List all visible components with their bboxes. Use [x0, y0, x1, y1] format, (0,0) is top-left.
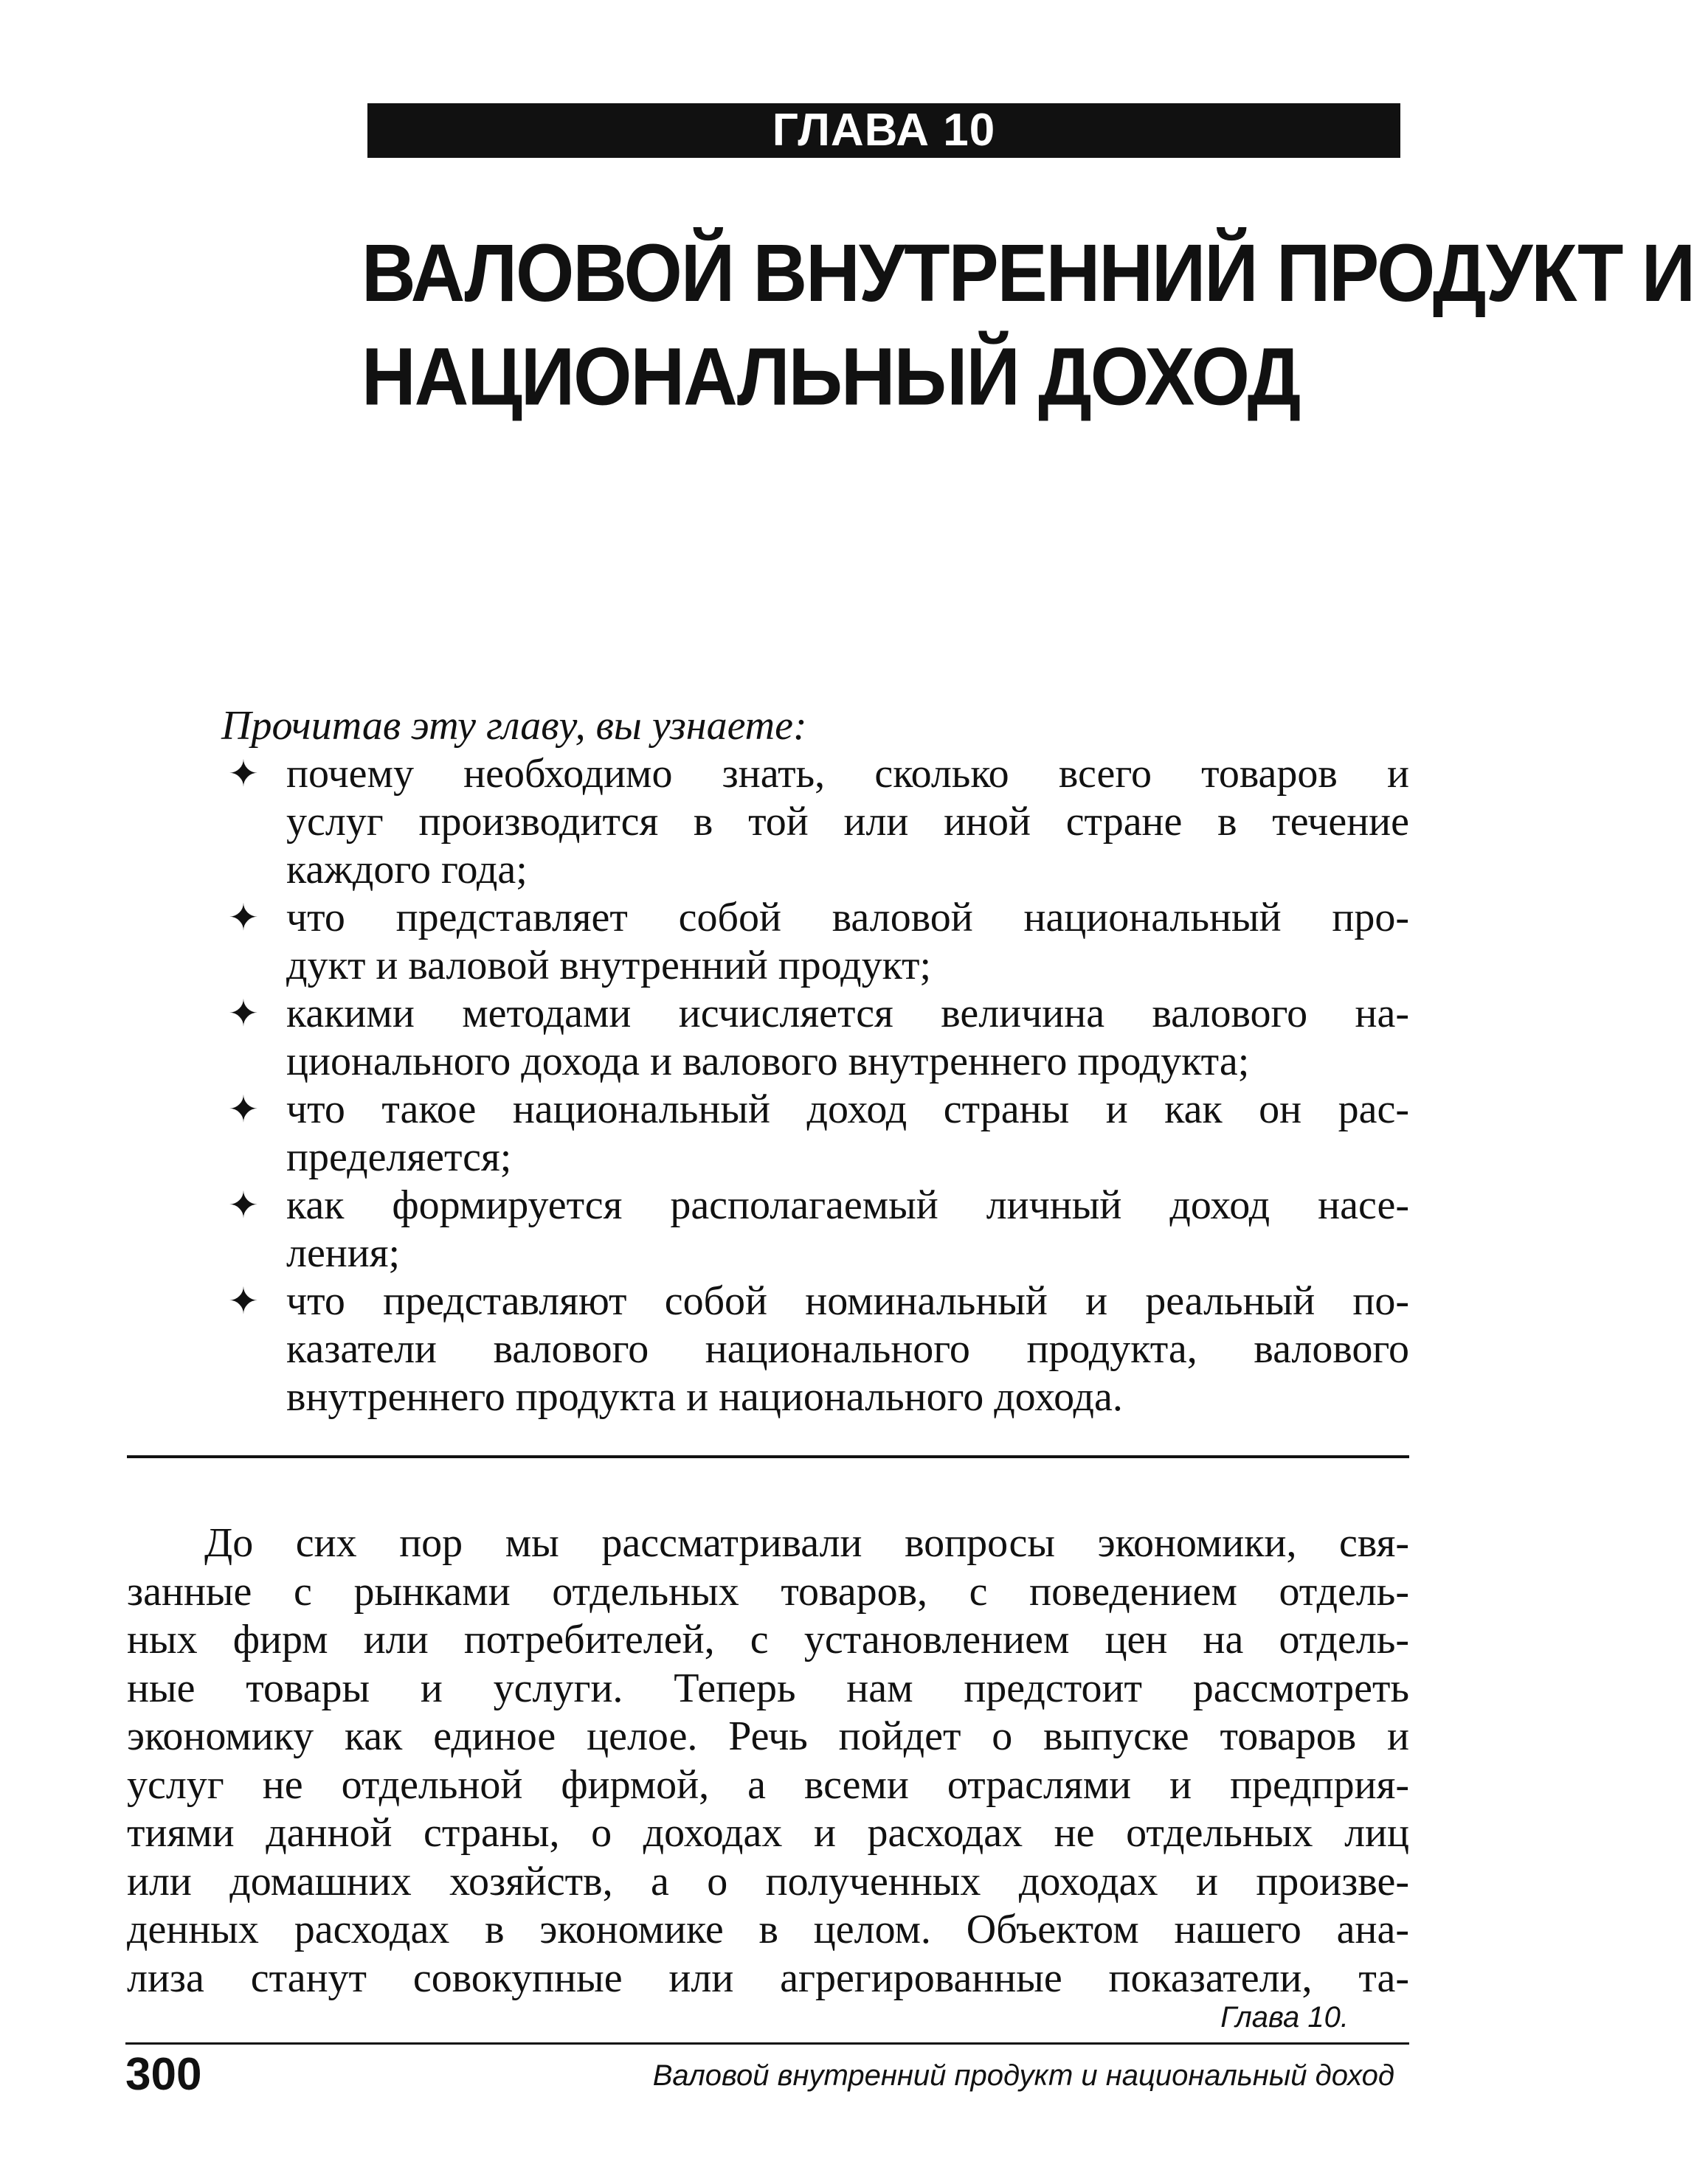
objective-line: что представляет собой валовой национальный про-	[286, 895, 1409, 940]
objectives-list	[221, 750, 1409, 1421]
star-bullet-icon: ✦	[228, 992, 259, 1035]
chapter-title-line: НАЦИОНАЛЬНЫЙ ДОХОД	[362, 331, 1300, 423]
star-bullet-icon: ✦	[228, 752, 259, 795]
section-divider	[127, 1455, 1409, 1458]
objective-line: как формируется располагаемый личный доход насе-	[286, 1182, 1409, 1228]
body-line: услуг не отдельной фирмой, а всеми отраслями и предприя-	[127, 1761, 1409, 1808]
objective-line: ления;	[286, 1230, 401, 1276]
objective-item	[221, 750, 1409, 894]
objective-item	[221, 1278, 1409, 1421]
star-bullet-icon: ✦	[228, 1280, 259, 1322]
chapter-label-bar	[367, 103, 1400, 158]
chapter-label: ГЛАВА 10	[772, 105, 996, 156]
chapter-title	[362, 221, 1694, 429]
footer-rule	[125, 2042, 1409, 2045]
objective-line: какими методами исчисляется величина валового на-	[286, 991, 1409, 1036]
objective-line: казатели валового национального продукта, валового	[286, 1326, 1409, 1372]
body-line: тиями данной страны, о доходах и расходах не отдельных лиц	[127, 1810, 1409, 1856]
chapter-title-line: ВАЛОВОЙ ВНУТРЕННИЙ ПРОДУКТ И	[362, 227, 1694, 319]
objective-line: дукт и валовой внутренний продукт;	[286, 943, 932, 988]
page-number: 300	[125, 2049, 202, 2100]
learning-objectives	[221, 702, 1409, 1421]
objective-line: пределяется;	[286, 1134, 512, 1180]
objective-item	[221, 1086, 1409, 1182]
objective-line: услуг производится в той или иной стране в течение	[286, 799, 1409, 845]
body-line: экономику как единое целое. Речь пойдет о выпуске товаров и	[127, 1713, 1409, 1759]
objective-line: что такое национальный доход страны и как он рас-	[286, 1086, 1409, 1132]
objective-item	[221, 894, 1409, 990]
footer-running-title: Валовой внутренний продукт и национальный доход	[652, 2059, 1394, 2092]
body-line: До сих пор мы рассматривали вопросы экономики, свя-	[204, 1520, 1409, 1566]
body-line: или домашних хозяйств, а о полученных доходах и произве-	[127, 1858, 1409, 1904]
objective-line: каждого года;	[286, 847, 528, 892]
objective-item	[221, 990, 1409, 1086]
star-bullet-icon: ✦	[228, 896, 259, 939]
footer-chapter-ref: Глава 10.	[1220, 2001, 1349, 2034]
body-line: лиза станут совокупные или агрегированные показатели, та-	[127, 1955, 1409, 2001]
objectives-intro: Прочитав эту главу, вы узнаете:	[221, 703, 807, 749]
body-line: ные товары и услуги. Теперь нам предстоит рассмотреть	[127, 1665, 1409, 1711]
body-line: ных фирм или потребителей, с установлением цен на отдель-	[127, 1617, 1409, 1663]
star-bullet-icon: ✦	[228, 1184, 259, 1227]
objective-line: что представляют собой номинальный и реальный по-	[286, 1278, 1409, 1324]
objective-line: внутреннего продукта и национального дохода.	[286, 1374, 1123, 1420]
star-bullet-icon: ✦	[228, 1088, 259, 1131]
objective-line: ционального дохода и валового внутреннего продукта;	[286, 1039, 1250, 1084]
body-paragraph	[127, 1519, 1409, 2003]
body-line: занные с рынками отдельных товаров, с поведением отдель-	[127, 1568, 1409, 1615]
objective-line: почему необходимо знать, сколько всего товаров и	[286, 751, 1409, 797]
objective-item	[221, 1182, 1409, 1278]
body-line: денных расходах в экономике в целом. Объектом нашего ана-	[127, 1907, 1409, 1952]
